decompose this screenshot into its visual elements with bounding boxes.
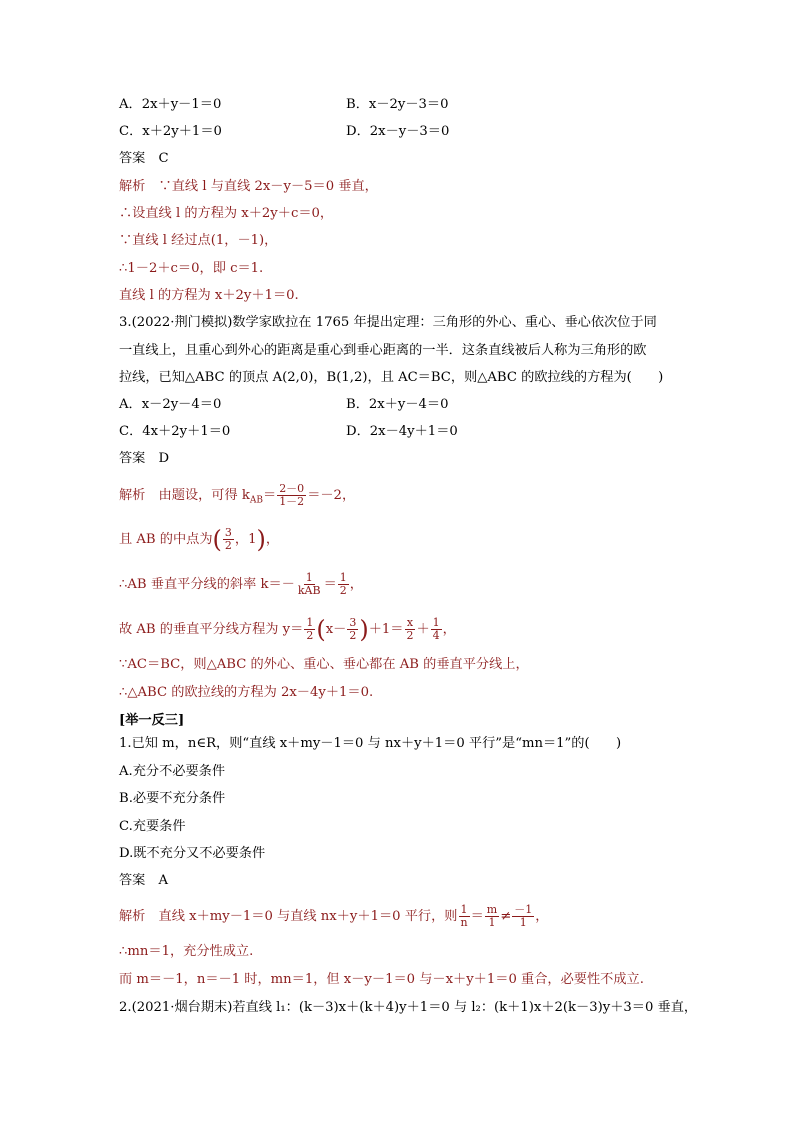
fraction-denominator: 4 (432, 629, 440, 642)
q3-sol2-tail: ，1 (234, 532, 257, 547)
fraction-denominator: 2 (349, 629, 357, 642)
e1-option-a: A.充分不必要条件 (119, 764, 226, 779)
right-paren: ) (256, 525, 266, 554)
fraction-denominator: 1 (488, 916, 496, 929)
e1-sol1-equals: ＝ (470, 909, 484, 924)
fraction-denominator: 2 (224, 539, 232, 552)
q3-option-c: C．4x＋2y＋1＝0 (119, 424, 231, 439)
q3-sol4-x: x－ (325, 622, 347, 637)
section-heading: [举一反三] (119, 713, 185, 728)
e2-stem: 2.(2021·烟台期末)若直线 l₁：(k－3)x＋(k＋4)y＋1＝0 与 l₂：(k＋1)x＋2(k－3)y＋3＝0 垂直， (119, 1000, 698, 1015)
fraction-numerator: 1 (339, 571, 347, 584)
fraction-denominator: 2 (339, 584, 347, 597)
fraction-numerator: 1 (306, 616, 314, 629)
q3-sol3-fraction-1 (296, 572, 323, 597)
q3-sol3-equals: ＝ (323, 577, 337, 592)
e1-option-d: D.既不充分又不必要条件 (119, 846, 266, 861)
q2-answer: 答案 C (119, 151, 169, 166)
q3-sol4-tail: ， (442, 622, 456, 637)
fraction-numerator: x (406, 616, 414, 629)
q3-sol3-tail: ， (349, 577, 363, 592)
q2-solution-line-5: 直线 l 的方程为 x＋2y＋1＝0. (119, 288, 299, 303)
e1-option-c: C.充要条件 (119, 819, 186, 834)
q2-solution-line-2: ∴设直线 l 的方程为 x＋2y＋c＝0， (119, 206, 334, 221)
q2-solution-line-3: ∵直线 l 经过点(1，－1)， (119, 233, 278, 248)
q3-sol4-plus: ＋ (416, 622, 430, 637)
q2-option-d: D．2x－y－3＝0 (346, 124, 450, 139)
q3-solution-line-5: ∵AC＝BC，则△ABC 的外心、重心、垂心都在 AB 的垂直平分线上， (119, 657, 529, 672)
q3-sol2-fraction (223, 527, 234, 552)
fraction-numerator: －1 (514, 903, 533, 916)
q2-option-c: C．x＋2y＋1＝0 (119, 124, 222, 139)
q3-stem-line-2: 一直线上，且重心到外心的距离是重心到垂心距离的一半．这条直线被后人称为三角形的欧 (119, 343, 647, 358)
fraction-numerator: 1 (460, 903, 468, 916)
q3-sol4-fraction-1 (304, 617, 315, 642)
fraction-numerator: 1 (305, 571, 313, 584)
q3-sol1-result: ＝－2， (307, 488, 356, 503)
e1-solution-line-2: ∴mn＝1，充分性成立. (119, 944, 254, 959)
q3-stem-line-3: 拉线，已知△ABC 的顶点 A(2,0)，B(1,2)，且 AC＝BC，则△ABC 的欧拉线的方程为( ) (119, 370, 664, 385)
q2-option-b: B．x－2y－3＝0 (346, 97, 449, 112)
q3-answer: 答案 D (119, 451, 170, 466)
e1-sol1-fraction-3 (512, 904, 534, 929)
q3-solution-line-6: ∴△ABC 的欧拉线的方程为 2x－4y＋1＝0. (119, 685, 374, 700)
q3-solution-line-4 (119, 617, 456, 642)
left-paren: ( (212, 525, 222, 554)
q3-solution-line-1 (119, 483, 355, 510)
q3-option-a: A．x－2y－4＝0 (119, 397, 222, 412)
q3-sol1-text: 解析 由题设，可得 k (119, 488, 250, 503)
e1-option-b: B.必要不充分条件 (119, 791, 226, 806)
e1-sol1-not-equal: ≠ (500, 909, 512, 924)
q3-sol2-text: 且 AB 的中点为 (119, 532, 213, 547)
fraction-denominator: kAB (297, 584, 321, 597)
e1-answer: 答案 A (119, 873, 169, 888)
e1-stem: 1.已知 m，n∈R，则“直线 x＋my－1＝0 与 nx＋y＋1＝0 平行”是“mn＝1”的( ) (119, 736, 622, 751)
q3-sol4-fraction-2 (347, 617, 358, 642)
q3-solution-line-2: 且 AB 的中点为( $\frac{3}{2}$ ，1)， (119, 525, 280, 554)
fraction-denominator: 1 (519, 916, 527, 929)
left-paren: ( (316, 615, 326, 644)
q3-option-b: B．2x＋y－4＝0 (346, 397, 449, 412)
q3-sol3-fraction-2 (338, 572, 349, 597)
fraction-denominator: n (460, 916, 468, 929)
q3-sol4-plus-one: ＋1＝ (368, 622, 404, 637)
q3-option-d: D．2x－4y＋1＝0 (346, 424, 458, 439)
q3-solution-line-3 (119, 572, 363, 597)
q3-sol1-fraction (277, 483, 306, 508)
q2-solution-line-4: ∴1－2＋c＝0，即 c＝1. (119, 261, 264, 276)
fraction-denominator: 1－2 (279, 495, 305, 508)
q3-sol4-fraction-3 (404, 617, 415, 642)
e1-sol1-fraction-2 (485, 904, 499, 929)
e1-sol1-text: 解析 直线 x＋my－1＝0 与直线 nx＋y＋1＝0 平行，则 (119, 909, 458, 924)
e1-sol1-fraction-1 (458, 904, 469, 929)
q2-option-a: A．2x＋y－1＝0 (119, 97, 222, 112)
q2-solution-line-1: 解析 ∵直线 l 与直线 2x－y－5＝0 垂直， (119, 179, 378, 194)
fraction-denominator: 2 (306, 629, 314, 642)
fraction-numerator: 1 (432, 616, 440, 629)
fraction-numerator: 2－0 (279, 482, 305, 495)
fraction-numerator: 3 (349, 616, 357, 629)
e1-solution-line-3: 而 m＝－1，n＝－1 时，mn＝1，但 x－y－1＝0 与－x＋y＋1＝0 重合，必要性不成立. (119, 972, 644, 987)
e1-sol1-tail: ， (535, 909, 549, 924)
q3-sol4-fraction-4 (431, 617, 442, 642)
q3-stem-line-1: 3.(2022·荆门模拟)数学家欧拉在 1765 年提出定理：三角形的外心、重心、垂心依次位于同 (119, 315, 657, 330)
fraction-numerator: 3 (224, 526, 232, 539)
right-paren: ) (359, 615, 369, 644)
fraction-numerator: m (486, 903, 498, 916)
q3-sol1-equals: ＝ (263, 488, 277, 503)
q3-sol3-text: ∴AB 垂直平分线的斜率 k＝－ (119, 577, 295, 592)
fraction-denominator: 2 (406, 629, 414, 642)
e1-solution-line-1 (119, 904, 548, 929)
q3-sol4-text: 故 AB 的垂直平分线方程为 y＝ (119, 622, 304, 637)
q3-sol1-subscript: AB (249, 495, 263, 506)
